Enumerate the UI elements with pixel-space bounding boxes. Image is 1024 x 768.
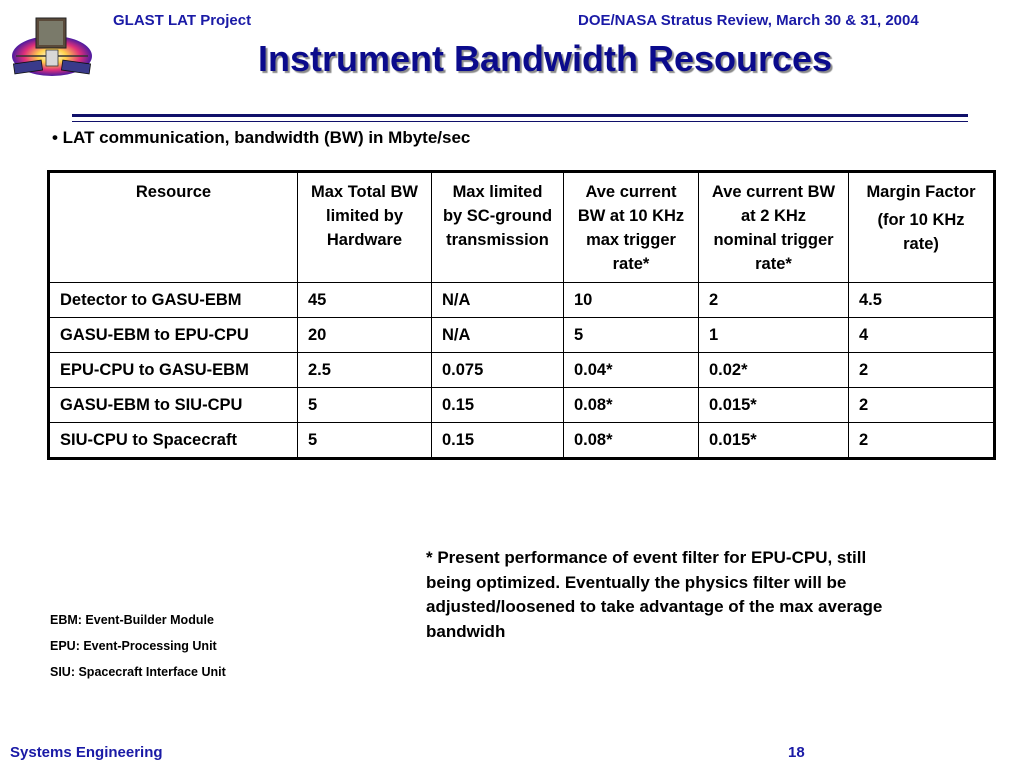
table-header-cell (849, 172, 995, 283)
abbreviation-siu: SIU: Spacecraft Interface Unit (50, 665, 226, 679)
table-header-cell: Ave current BW at 10 KHz max trigger rate* (564, 172, 699, 283)
table-cell: 0.08* (564, 423, 699, 459)
footnote: * Present performance of event filter for EPU-CPU, still being optimized. Eventually the physics filter will be adjusted/loosened to take advantage of the max average bandwidh (426, 548, 883, 641)
table-cell: N/A (432, 283, 564, 318)
table-cell: 0.015* (699, 388, 849, 423)
title-divider-thin (72, 121, 968, 122)
bullet-text: • LAT communication, bandwidth (BW) in Mbyte/sec (52, 128, 471, 147)
header-project: GLAST LAT Project (113, 12, 252, 29)
margin-header-note: (for 10 KHz rate) (877, 211, 965, 253)
table-row (49, 283, 995, 318)
table-cell: 20 (298, 318, 432, 353)
table-cell: Detector to GASU-EBM (49, 283, 298, 318)
table-header-cell: Resource (49, 172, 298, 283)
table-header-cell: Max Total BW limited by Hardware (298, 172, 432, 283)
table-cell: 1 (699, 318, 849, 353)
table-cell: 0.04* (564, 353, 699, 388)
table-header-row (49, 172, 995, 283)
table-cell: 2 (849, 388, 995, 423)
title-divider-thick (72, 114, 968, 117)
header-review: DOE/NASA Stratus Review, March 30 & 31, 2004 (578, 12, 919, 29)
table-cell: SIU-CPU to Spacecraft (49, 423, 298, 459)
page-number: 18 (788, 744, 805, 761)
table-cell: 2 (699, 283, 849, 318)
table-cell: 5 (564, 318, 699, 353)
table-cell: 2 (849, 353, 995, 388)
table-header-cell: Max limited by SC-ground transmission (432, 172, 564, 283)
table-cell: 2.5 (298, 353, 432, 388)
table-cell: 5 (298, 423, 432, 459)
table-cell: 0.15 (432, 388, 564, 423)
footer-section: Systems Engineering (10, 744, 163, 761)
table-row (49, 353, 995, 388)
table-header-cell: Ave current BW at 2 KHz nominal trigger rate* (699, 172, 849, 283)
table-cell: 0.15 (432, 423, 564, 459)
table-cell: EPU-CPU to GASU-EBM (49, 353, 298, 388)
table-cell: 0.08* (564, 388, 699, 423)
table-row (49, 423, 995, 459)
table-cell: GASU-EBM to SIU-CPU (49, 388, 298, 423)
table-cell: 0.015* (699, 423, 849, 459)
table-row (49, 318, 995, 353)
table-row (49, 388, 995, 423)
table-cell: 2 (849, 423, 995, 459)
table-cell: GASU-EBM to EPU-CPU (49, 318, 298, 353)
table-cell: 45 (298, 283, 432, 318)
table-cell: 4 (849, 318, 995, 353)
table-cell: 5 (298, 388, 432, 423)
abbreviation-epu: EPU: Event-Processing Unit (50, 639, 217, 653)
margin-header-title: Margin Factor (866, 183, 976, 201)
abbreviation-ebm: EBM: Event-Builder Module (50, 613, 214, 627)
bandwidth-table (47, 170, 996, 460)
table-cell: 0.075 (432, 353, 564, 388)
table-cell: 0.02* (699, 353, 849, 388)
table-cell: 10 (564, 283, 699, 318)
page-title: Instrument Bandwidth Resources (257, 38, 833, 79)
table-cell: 4.5 (849, 283, 995, 318)
table-cell: N/A (432, 318, 564, 353)
